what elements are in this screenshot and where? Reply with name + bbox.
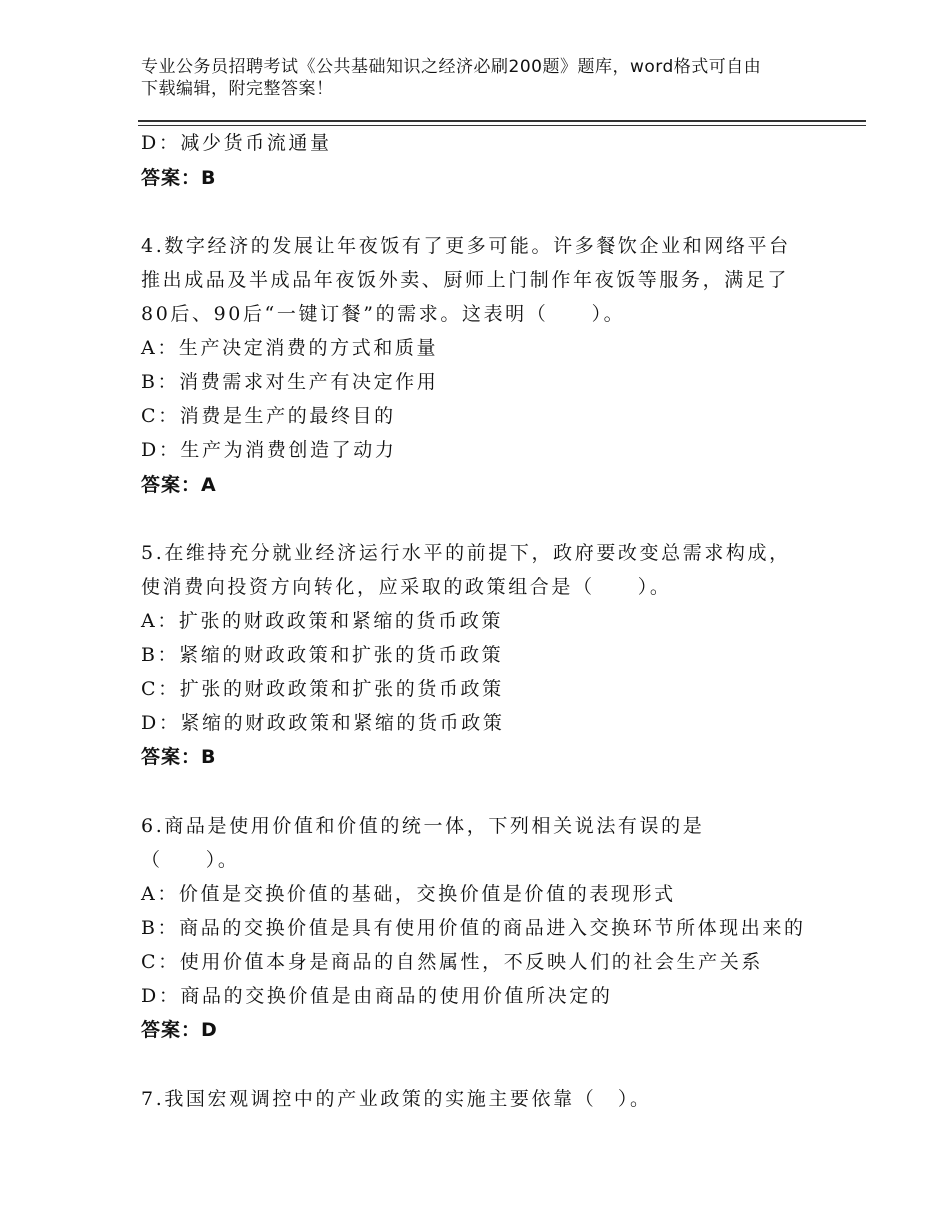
q4-option-b: B：消费需求对生产有决定作用 [141, 371, 439, 393]
q5-answer: 答案：B [141, 746, 217, 768]
q5-option-d: D：紧缩的财政政策和紧缩的货币政策 [141, 712, 505, 734]
header-divider-thick [138, 120, 866, 122]
q4-answer: 答案：A [141, 474, 217, 496]
q4-option-a: A：生产决定消费的方式和质量 [141, 337, 439, 359]
q6-answer: 答案：D [141, 1019, 218, 1041]
q4-option-d: D：生产为消费创造了动力 [141, 439, 397, 461]
q3-answer: 答案：B [141, 167, 217, 189]
document-header [141, 56, 831, 100]
q5-option-b: B：紧缩的财政政策和扩张的货币政策 [141, 644, 504, 666]
header-title-line-1: 专业公务员招聘考试《公共基础知识之经济必刷200题》题库，word格式可自由 [141, 57, 762, 77]
q4-option-c: C：消费是生产的最终目的 [141, 405, 396, 427]
q3-option-d: D：减少货币流通量 [141, 132, 332, 154]
q5-option-a: A：扩张的财政政策和紧缩的货币政策 [141, 610, 503, 632]
q6-stem-line-2: （ ）。 [141, 849, 240, 871]
q6-option-c: C：使用价值本身是商品的自然属性，不反映人们的社会生产关系 [141, 951, 763, 973]
q4-stem-line-1: 4.数字经济的发展让年夜饭有了更多可能。许多餐饮企业和网络平台 [141, 235, 791, 257]
header-title-line-2: 下载编辑，附完整答案！ [141, 79, 334, 99]
q4-stem-line-2: 推出成品及半成品年夜饭外卖、厨师上门制作年夜饭等服务，满足了 [141, 269, 790, 291]
q6-stem-line-1: 6.商品是使用价值和价值的统一体，下列相关说法有误的是 [141, 815, 705, 837]
q6-option-a: A：价值是交换价值的基础，交换价值是价值的表现形式 [141, 883, 676, 905]
q7-stem-line-1: 7.我国宏观调控中的产业政策的实施主要依靠（ ）。 [141, 1088, 652, 1110]
q5-option-c: C：扩张的财政政策和扩张的货币政策 [141, 678, 504, 700]
q6-option-d: D：商品的交换价值是由商品的使用价值所决定的 [141, 985, 613, 1007]
header-divider-thin [138, 125, 866, 126]
q5-stem-line-2: 使消费向投资方向转化，应采取的政策组合是（ ）。 [141, 576, 672, 598]
q5-stem-line-1: 5.在维持充分就业经济运行水平的前提下，政府要改变总需求构成， [141, 542, 791, 564]
q6-option-b: B：商品的交换价值是具有使用价值的商品进入交换环节所体现出来的 [141, 917, 806, 939]
q4-stem-line-3: 80后、90后“一键订餐”的需求。这表明（ ）。 [141, 303, 626, 325]
